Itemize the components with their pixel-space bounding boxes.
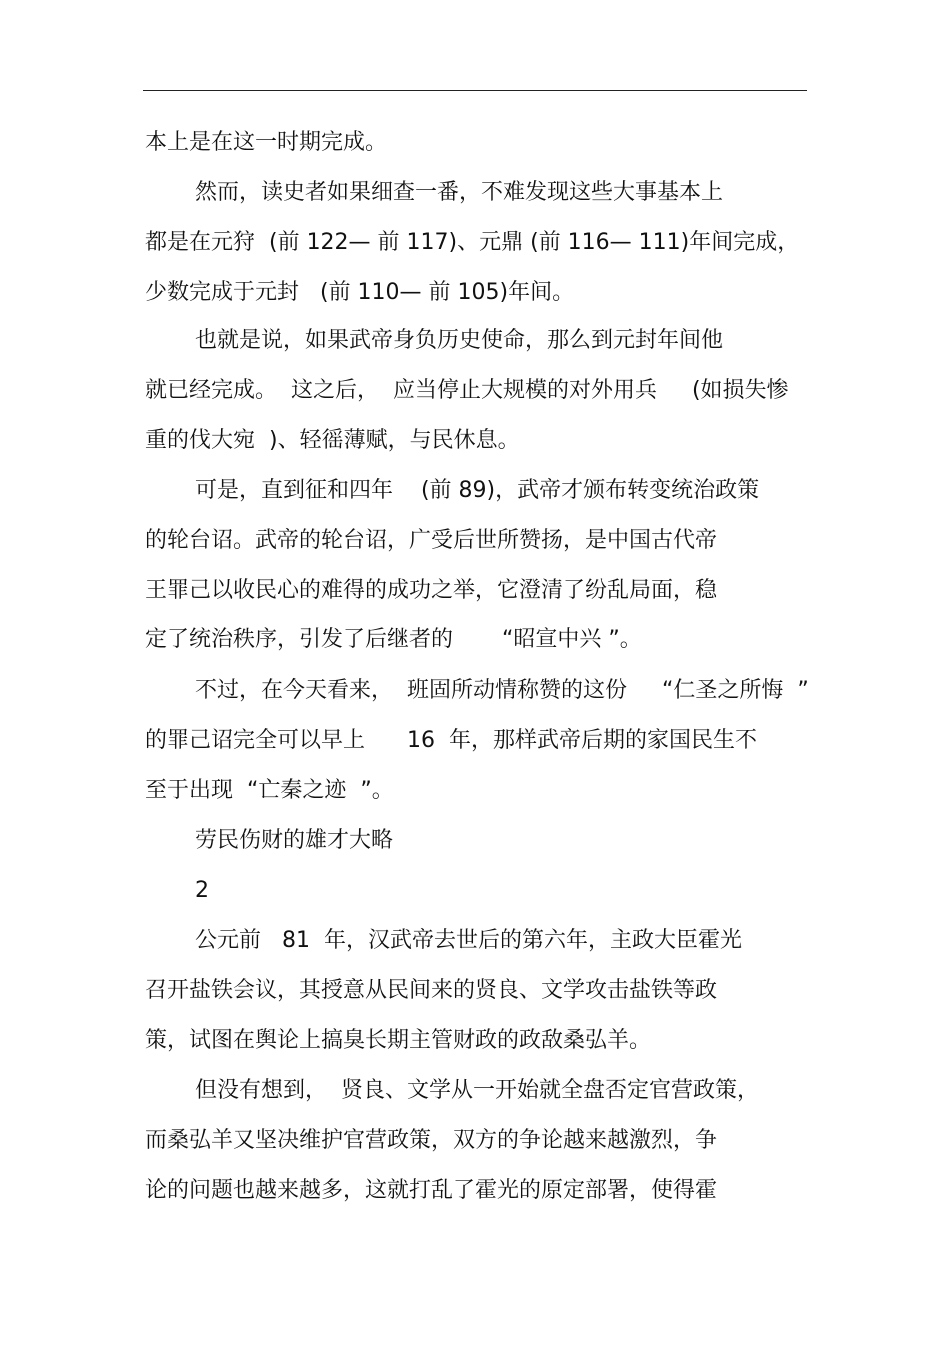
text-line: 少数完成于元封 (前 110— 前 105)年间。 [145,280,575,305]
text-line: 不过，在今天看来， 班固所动情称赞的这份 “仁圣之所悔 ” [195,678,809,703]
text-line: 公元前 81 年，汉武帝去世后的第六年，主政大臣霍光 [195,928,742,953]
text-line: 策，试图在舆论上搞臭长期主管财政的政敌桑弘羊。 [145,1028,652,1053]
text-line: 的罪己诏完全可以早上 16 年，那样武帝后期的家国民生不 [145,728,757,753]
section-heading: 劳民伤财的雄才大略 [195,828,394,853]
text-line: 重的伐大宛 )、轻徭薄赋，与民休息。 [145,428,520,453]
text-line: 召开盐铁会议，其授意从民间来的贤良、文学攻击盐铁等政 [145,978,718,1003]
text-line: 也就是说，如果武帝身负历史使命，那么到元封年间他 [195,328,724,353]
text-line: 然而，读史者如果细查一番，不难发现这些大事基本上 [195,180,724,205]
text-line: 定了统治秩序，引发了后继者的 “昭宣中兴 ”。 [145,627,642,652]
section-number: 2 [195,878,209,903]
text-line: 本上是在这一时期完成。 [145,130,388,155]
text-line: 但没有想到， 贤良、文学从一开始就全盘否定官营政策， [195,1078,759,1103]
text-line: 王罪己以收民心的难得的成功之举，它澄清了纷乱局面，稳 [145,578,718,603]
text-line: 可是，直到征和四年 (前 89)，武帝才颁布转变统治政策 [195,478,760,503]
text-line: 都是在元狩 (前 122— 前 117)、元鼎 (前 116— 111)年间完成， [145,230,800,255]
text-line: 就已经完成。 这之后， 应当停止大规模的对外用兵 (如损失惨 [145,378,789,403]
text-line: 论的问题也越来越多，这就打乱了霍光的原定部署，使得霍 [145,1178,718,1203]
text-line: 的轮台诏。武帝的轮台诏，广受后世所赞扬，是中国古代帝 [145,528,718,553]
text-line: 至于出现 “亡秦之迹 ”。 [145,778,394,803]
text-line: 而桑弘羊又坚决维护官营政策，双方的争论越来越激烈，争 [145,1128,718,1153]
header-rule [143,90,807,91]
